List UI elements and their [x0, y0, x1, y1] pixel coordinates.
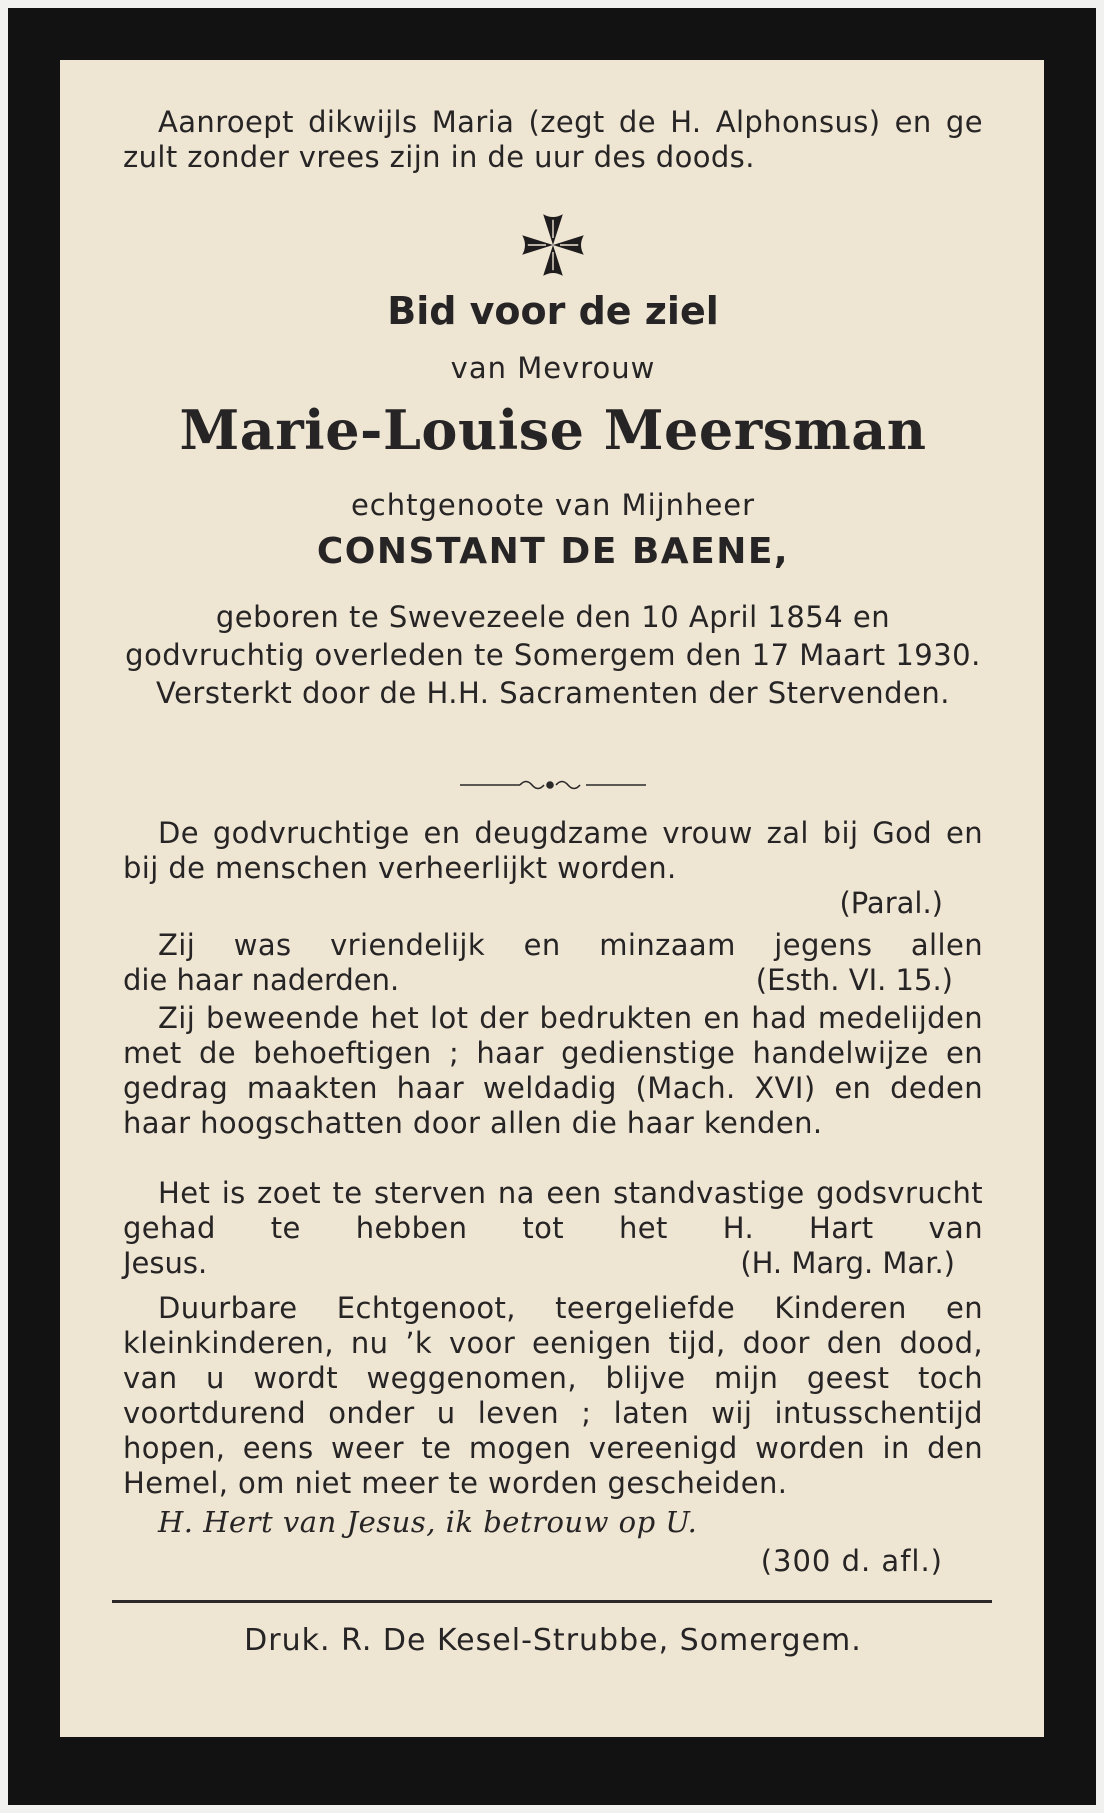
- ornamental-divider: [123, 776, 983, 798]
- honorific: van Mevrouw: [450, 351, 656, 385]
- deceased-name: Marie-Louise Meersman: [179, 398, 927, 462]
- verse-marg-line-last: [123, 1246, 983, 1281]
- verse-source-paral: (Paral.): [839, 886, 943, 920]
- verse-source-marg: (H. Marg. Mar.): [740, 1246, 955, 1280]
- cross-pattee-icon: [123, 210, 983, 284]
- verse-paral: De godvruchtige en deugdzame vrouw zal bij God en bij de menschen verheerlijkt worden.: [123, 816, 983, 885]
- indulgence-note: (300 d. afl.): [760, 1544, 943, 1578]
- verse-esth-line2: [123, 963, 983, 998]
- printer-credit: Druk. R. De Kesel-Strubbe, Somergem.: [244, 1623, 862, 1658]
- closing-prayer: H. Hert van Jesus, ik betrouw op U.: [158, 1505, 698, 1539]
- heading: Bid voor de ziel: [387, 289, 719, 333]
- farewell-message: Duurbare Echtgenoot, teergeliefde Kinderen en kleinkinderen, nu ’k voor eenigen tijd, door den dood, van u wordt weggenomen, blijve mijn geest toch voortdurend onder u leven ; laten wij intusschentijd hopen, eens weer te mogen vereenigd worden in den Hemel, om niet meer te worden gescheiden.: [123, 1291, 983, 1500]
- verse-esth-line1: Zij was vriendelijk en minzaam jegens allen: [158, 928, 983, 962]
- spouse-intro: echtgenoote van Mijnheer: [350, 488, 756, 522]
- verse-source-esth: (Esth. VI. 15.): [755, 963, 953, 997]
- card-paper: [60, 60, 1044, 1737]
- verse-marg-text: Het is zoet te sterven na een standvastige godsvrucht gehad te hebben tot het H. Hart van: [123, 1176, 983, 1245]
- verse-marg-last-word: Jesus.: [123, 1246, 208, 1280]
- verse-esth: [123, 928, 983, 998]
- verse-mach: Zij beweende het lot der bedrukten en had medelijden met de behoeftigen ; haar gedienstige handelwijze en gedrag maakten haar weldadig (Mach. XVI) en deden haar hoogschatten door allen die haar kenden.: [123, 1001, 983, 1140]
- biography: geboren te Swevezeele den 10 April 1854 en godvruchtig overleden te Somergem den 17 Maart 1930. Versterkt door de H.H. Sacramenten der Stervenden.: [125, 600, 981, 710]
- divider-rule: [112, 1600, 992, 1603]
- verse-marg: [123, 1176, 983, 1281]
- verse-esth-text: die haar naderden.: [123, 963, 400, 997]
- intro-quote: Aanroept dikwijls Maria (zegt de H. Alphonsus) en ge zult zonder vrees zijn in de uur des doods.: [123, 105, 983, 174]
- spouse-name: CONSTANT DE BAENE,: [316, 531, 790, 572]
